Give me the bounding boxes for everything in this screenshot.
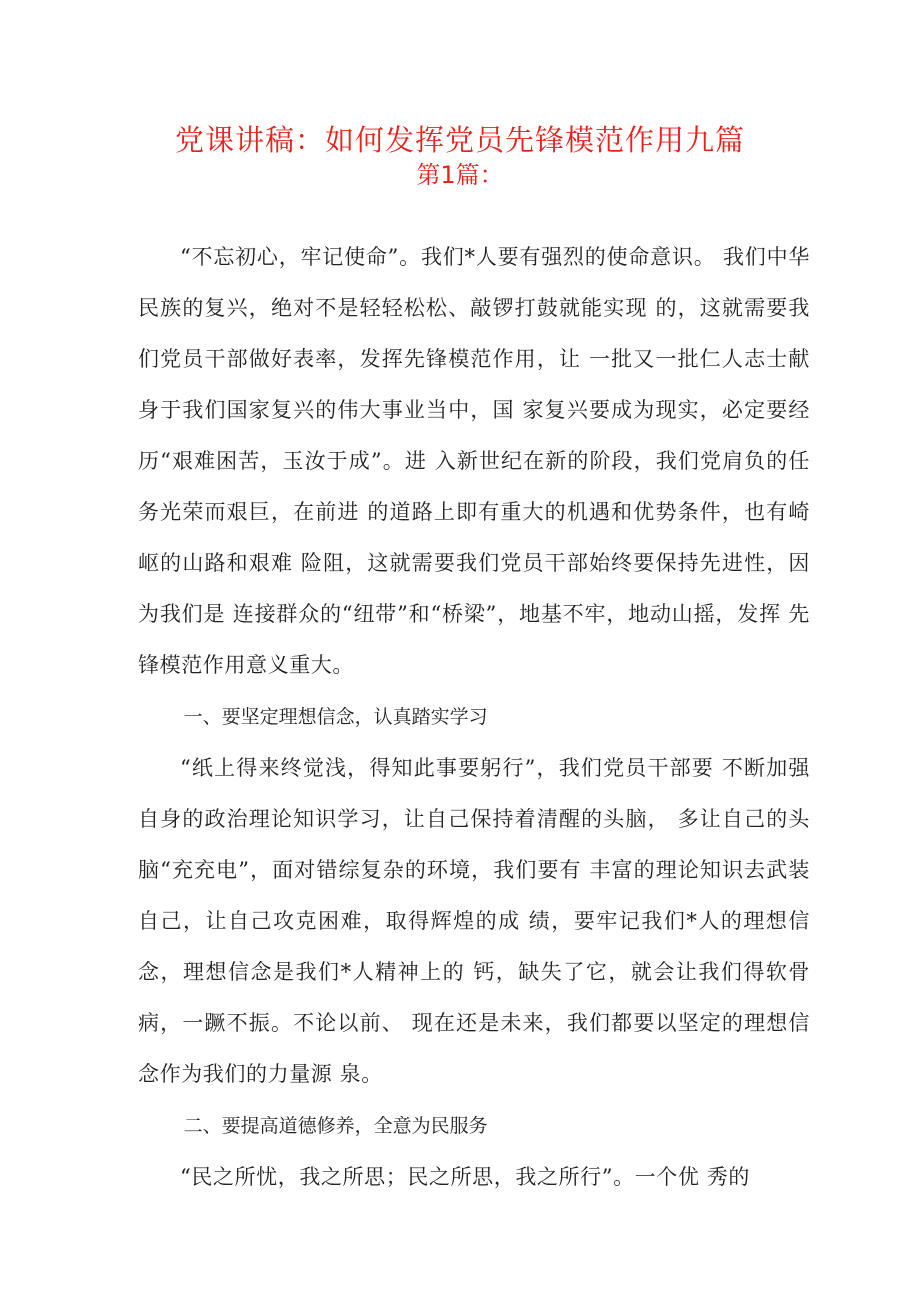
document-body [138,232,810,1203]
document-title: 党课讲稿：如何发挥党员先锋模范作用九篇 [174,123,745,157]
section-2-paragraph: “民之所忧，我之所思；民之所思，我之所行”。一个优 秀的 [180,1165,750,1189]
section-1-heading: 一、要坚定理想信念，认真踏实学习 [183,706,488,728]
document-subtitle: 第1篇： [416,161,504,189]
section-1-paragraph: “纸上得来终觉浅，得知此事要躬行”，我们党员干部要 不断加强自身的政治理论知识学习，让自己保持着清醒的头脑， 多让自己的头脑“充充电”，面对错综复杂的环境，我们要有 丰富的理论知识去武装自己，让自己攻克困难，取得辉煌的成 绩，要牢记我们*人的理想信念，理想信念是我们*人精神上的 钙，缺失了它，就会让我们得软骨病，一蹶不振。不论以前、 现在还是未来，我们都要以坚定的理想信念作为我们的力量源 泉。 [138,756,810,1086]
section-2-heading: 二、要提高道德修养，全意为民服务 [183,1115,488,1137]
intro-paragraph: “不忘初心，牢记使命”。我们*人要有强烈的使命意识。 我们中华民族的复兴，绝对不是轻轻松松、敲锣打鼓就能实现 的，这就需要我们党员干部做好表率，发挥先锋模范作用，让 一批又一批仁人志士献身于我们国家复兴的伟大事业当中，国 家复兴要成为现实，必定要经历“艰难困苦，玉汝于成”。进 入新世纪在新的阶段，我们党肩负的任务光荣而艰巨，在前进 的道路上即有重大的机遇和优势条件，也有崎岖的山路和艰难 险阻，这就需要我们党员干部始终要保持先进性，因为我们是 连接群众的“纽带”和“桥梁”，地基不牢，地动山摇，发挥 先锋模范作用意义重大。 [138,245,810,677]
